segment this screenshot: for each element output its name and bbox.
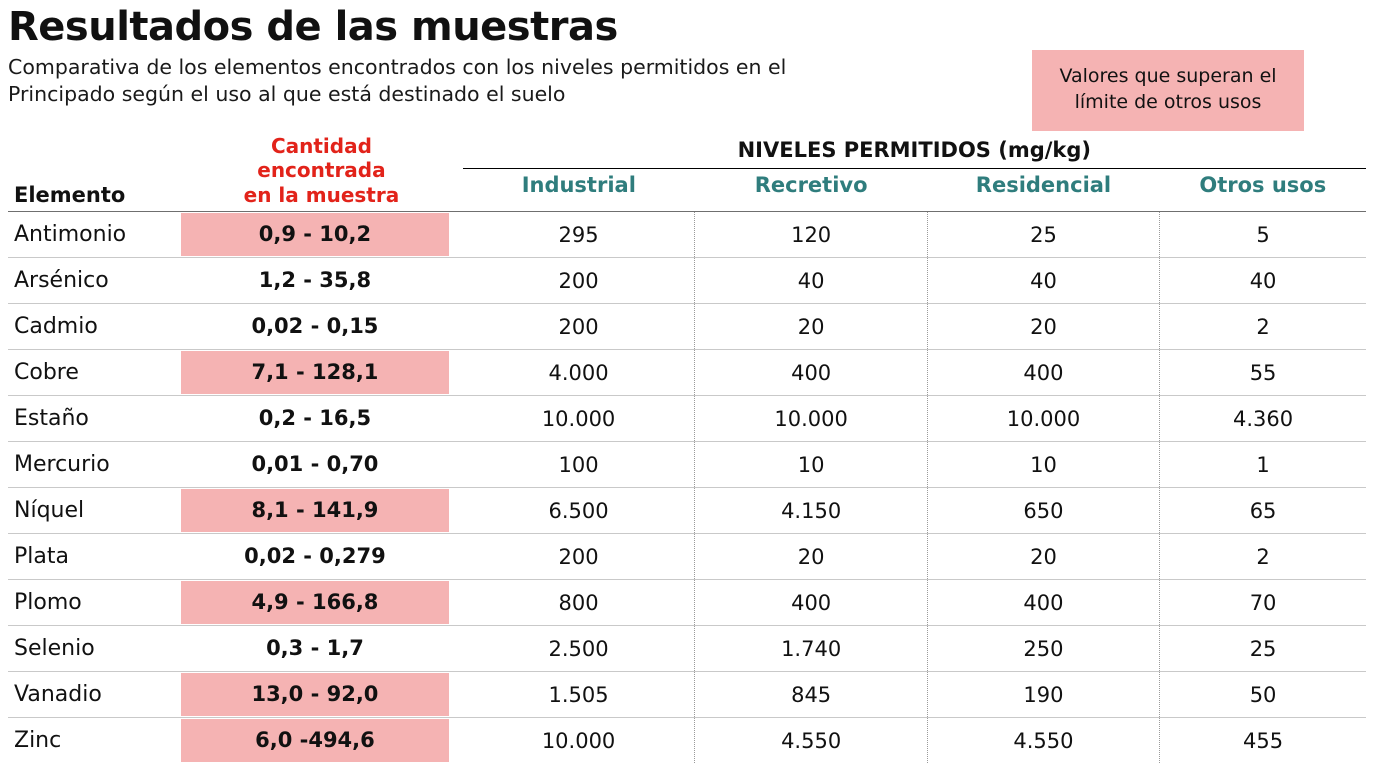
found-amount-value: 6,0 -494,6: [181, 719, 448, 762]
cell-found-amount: [180, 304, 462, 350]
cell-industrial: 800: [463, 580, 695, 626]
cell-otros-usos: 1: [1160, 442, 1366, 488]
found-amount-value: 0,9 - 10,2: [181, 213, 448, 256]
cell-recretivo: 4.550: [695, 718, 927, 764]
cell-found-amount: [180, 258, 462, 304]
table-body: [8, 212, 1366, 764]
column-header-industrial: Industrial: [521, 173, 636, 198]
cell-found-amount: [180, 212, 462, 258]
column-header-found: [180, 134, 462, 212]
cell-recretivo: 20: [695, 534, 927, 580]
cell-industrial: 10.000: [463, 396, 695, 442]
cell-otros-usos: 5: [1160, 212, 1366, 258]
found-amount-value: 0,01 - 0,70: [251, 452, 379, 477]
cell-element: Antimonio: [8, 212, 180, 258]
cell-found-amount: [180, 672, 462, 718]
cell-found-amount: [180, 580, 462, 626]
cell-recretivo: 20: [695, 304, 927, 350]
cell-otros-usos: 70: [1160, 580, 1366, 626]
cell-residencial: 4.550: [927, 718, 1159, 764]
page-subtitle: Comparativa de los elementos encontrados con los niveles permitidos en el Principado según el uso al que está destinado el suelo: [8, 55, 787, 107]
cell-found-amount: [180, 396, 462, 442]
table-row: [8, 534, 1366, 580]
found-amount-value: 8,1 - 141,9: [181, 489, 448, 532]
table-row: [8, 580, 1366, 626]
cell-otros-usos: 55: [1160, 350, 1366, 396]
cell-recretivo: 120: [695, 212, 927, 258]
cell-residencial: 40: [927, 258, 1159, 304]
cell-residencial: 400: [927, 350, 1159, 396]
table-row: [8, 442, 1366, 488]
results-table: [8, 134, 1366, 763]
cell-recretivo: 400: [695, 580, 927, 626]
cell-element: Mercurio: [8, 442, 180, 488]
group-header-row: [8, 134, 1366, 168]
table-row: [8, 304, 1366, 350]
column-header-recretivo: Recretivo: [754, 173, 868, 198]
header: [8, 4, 1366, 113]
cell-otros-usos: 40: [1160, 258, 1366, 304]
table-row: [8, 396, 1366, 442]
column-header-residencial: Residencial: [975, 173, 1112, 198]
cell-industrial: 6.500: [463, 488, 695, 534]
cell-element: Plomo: [8, 580, 180, 626]
cell-element: Selenio: [8, 626, 180, 672]
cell-found-amount: [180, 350, 462, 396]
cell-element: Vanadio: [8, 672, 180, 718]
cell-industrial: 10.000: [463, 718, 695, 764]
cell-industrial: 100: [463, 442, 695, 488]
cell-element: Níquel: [8, 488, 180, 534]
column-header-otros-usos: Otros usos: [1199, 173, 1327, 198]
cell-recretivo: 10: [695, 442, 927, 488]
cell-otros-usos: 455: [1160, 718, 1366, 764]
cell-recretivo: 845: [695, 672, 927, 718]
cell-otros-usos: 25: [1160, 626, 1366, 672]
found-amount-value: 7,1 - 128,1: [181, 351, 448, 394]
table-row: [8, 212, 1366, 258]
found-amount-value: 0,2 - 16,5: [258, 406, 372, 431]
table-row: [8, 488, 1366, 534]
found-amount-value: 1,2 - 35,8: [258, 268, 372, 293]
legend-highlight-note: Valores que superan el límite de otros usos: [1032, 50, 1304, 131]
table-head: [8, 134, 1366, 212]
column-header-found-line1: Cantidad: [270, 134, 372, 159]
cell-found-amount: [180, 534, 462, 580]
column-header-element: Elemento: [14, 183, 126, 208]
cell-recretivo: 40: [695, 258, 927, 304]
cell-otros-usos: 65: [1160, 488, 1366, 534]
cell-industrial: 1.505: [463, 672, 695, 718]
found-amount-value: 13,0 - 92,0: [181, 673, 448, 716]
cell-residencial: 10.000: [927, 396, 1159, 442]
cell-otros-usos: 2: [1160, 304, 1366, 350]
results-table-wrapper: [8, 134, 1366, 763]
cell-industrial: 200: [463, 258, 695, 304]
cell-industrial: 200: [463, 304, 695, 350]
found-amount-value: 0,02 - 0,279: [244, 544, 386, 569]
cell-residencial: 20: [927, 534, 1159, 580]
group-header-permitted-levels: NIVELES PERMITIDOS (mg/kg): [463, 134, 1366, 168]
cell-residencial: 10: [927, 442, 1159, 488]
column-header-found-line3: en la muestra: [243, 182, 400, 207]
cell-element: Estaño: [8, 396, 180, 442]
found-amount-value: 4,9 - 166,8: [181, 581, 448, 624]
cell-recretivo: 400: [695, 350, 927, 396]
cell-recretivo: 4.150: [695, 488, 927, 534]
cell-found-amount: [180, 718, 462, 764]
page-title: Resultados de las muestras: [8, 4, 618, 50]
table-row: [8, 258, 1366, 304]
cell-industrial: 200: [463, 534, 695, 580]
cell-element: Cadmio: [8, 304, 180, 350]
cell-industrial: 4.000: [463, 350, 695, 396]
cell-found-amount: [180, 488, 462, 534]
table-row: [8, 626, 1366, 672]
cell-residencial: 250: [927, 626, 1159, 672]
cell-recretivo: 1.740: [695, 626, 927, 672]
cell-residencial: 400: [927, 580, 1159, 626]
found-amount-value: 0,3 - 1,7: [266, 636, 364, 661]
cell-industrial: 2.500: [463, 626, 695, 672]
table-row: [8, 350, 1366, 396]
column-header-found-line2: encontrada: [257, 158, 386, 183]
cell-residencial: 650: [927, 488, 1159, 534]
cell-residencial: 190: [927, 672, 1159, 718]
cell-found-amount: [180, 626, 462, 672]
cell-element: Arsénico: [8, 258, 180, 304]
cell-element: Cobre: [8, 350, 180, 396]
cell-element: Zinc: [8, 718, 180, 764]
cell-found-amount: [180, 442, 462, 488]
cell-element: Plata: [8, 534, 180, 580]
cell-otros-usos: 4.360: [1160, 396, 1366, 442]
found-amount-value: 0,02 - 0,15: [251, 314, 379, 339]
cell-recretivo: 10.000: [695, 396, 927, 442]
cell-industrial: 295: [463, 212, 695, 258]
cell-otros-usos: 2: [1160, 534, 1366, 580]
table-row: [8, 718, 1366, 764]
cell-residencial: 25: [927, 212, 1159, 258]
cell-otros-usos: 50: [1160, 672, 1366, 718]
table-row: [8, 672, 1366, 718]
cell-residencial: 20: [927, 304, 1159, 350]
